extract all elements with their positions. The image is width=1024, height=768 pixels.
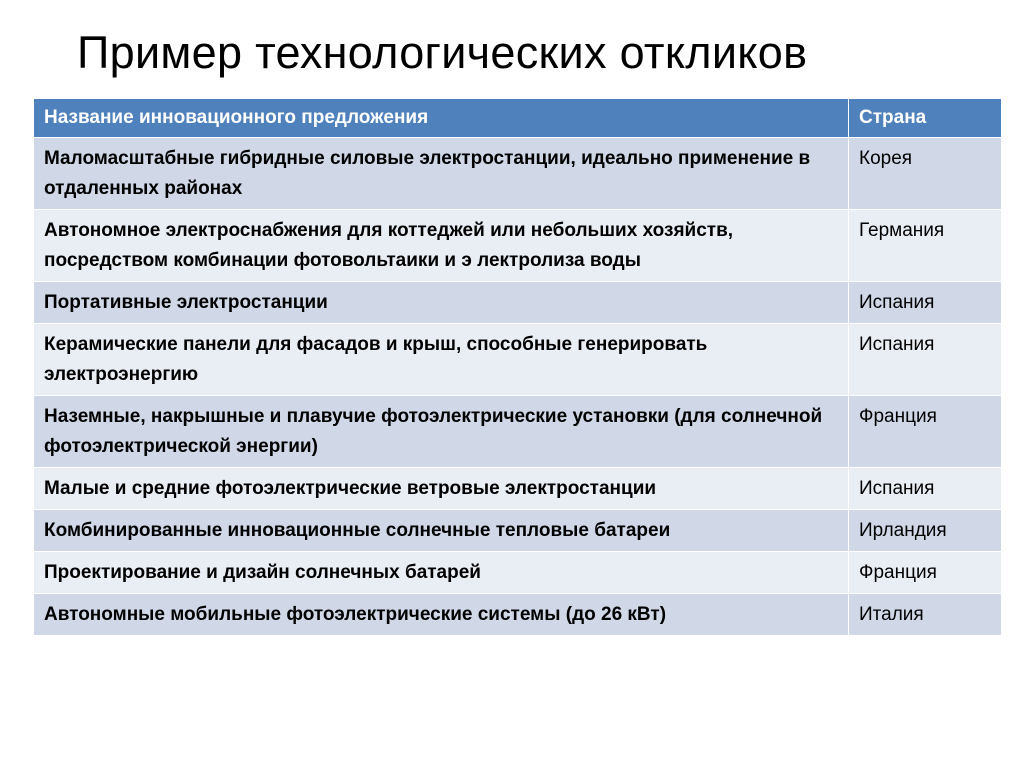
header-country: Страна [849,99,1002,138]
proposal-name-cell: Автономные мобильные фотоэлектрические системы (до 26 кВт) [34,594,849,636]
table-row [34,594,1002,636]
table-row [34,510,1002,552]
table-row [34,552,1002,594]
slide-title: Пример технологических откликов [77,27,808,78]
table-row [34,210,1002,282]
table-row [34,282,1002,324]
table-row [34,324,1002,396]
proposal-name-cell: Керамические панели для фасадов и крыш, способные генерировать электроэнергию [34,324,849,396]
table-row [34,396,1002,468]
country-cell: Испания [849,324,1002,396]
country-cell: Германия [849,210,1002,282]
proposal-name-cell: Портативные электростанции [34,282,849,324]
header-proposal-name: Название инновационного предложения [34,99,849,138]
table-row [34,468,1002,510]
country-cell: Франция [849,552,1002,594]
table-header-row [34,99,1002,138]
country-cell: Франция [849,396,1002,468]
country-cell: Испания [849,282,1002,324]
proposal-name-cell: Проектирование и дизайн солнечных батарей [34,552,849,594]
proposal-name-cell: Наземные, накрышные и плавучие фотоэлектрические установки (для солнечной фотоэлектрической энергии) [34,396,849,468]
country-cell: Италия [849,594,1002,636]
country-cell: Корея [849,138,1002,210]
proposal-name-cell: Маломасштабные гибридные силовые электростанции, идеально применение в отдаленных районах [34,138,849,210]
proposal-name-cell: Комбинированные инновационные солнечные тепловые батареи [34,510,849,552]
table-row [34,138,1002,210]
proposals-table [33,98,1002,636]
country-cell: Ирландия [849,510,1002,552]
country-cell: Испания [849,468,1002,510]
proposal-name-cell: Малые и средние фотоэлектрические ветровые электростанции [34,468,849,510]
proposal-name-cell: Автономное электроснабжения для коттеджей или небольших хозяйств, посредством комбинации фотовольтаики и э лектролиза воды [34,210,849,282]
